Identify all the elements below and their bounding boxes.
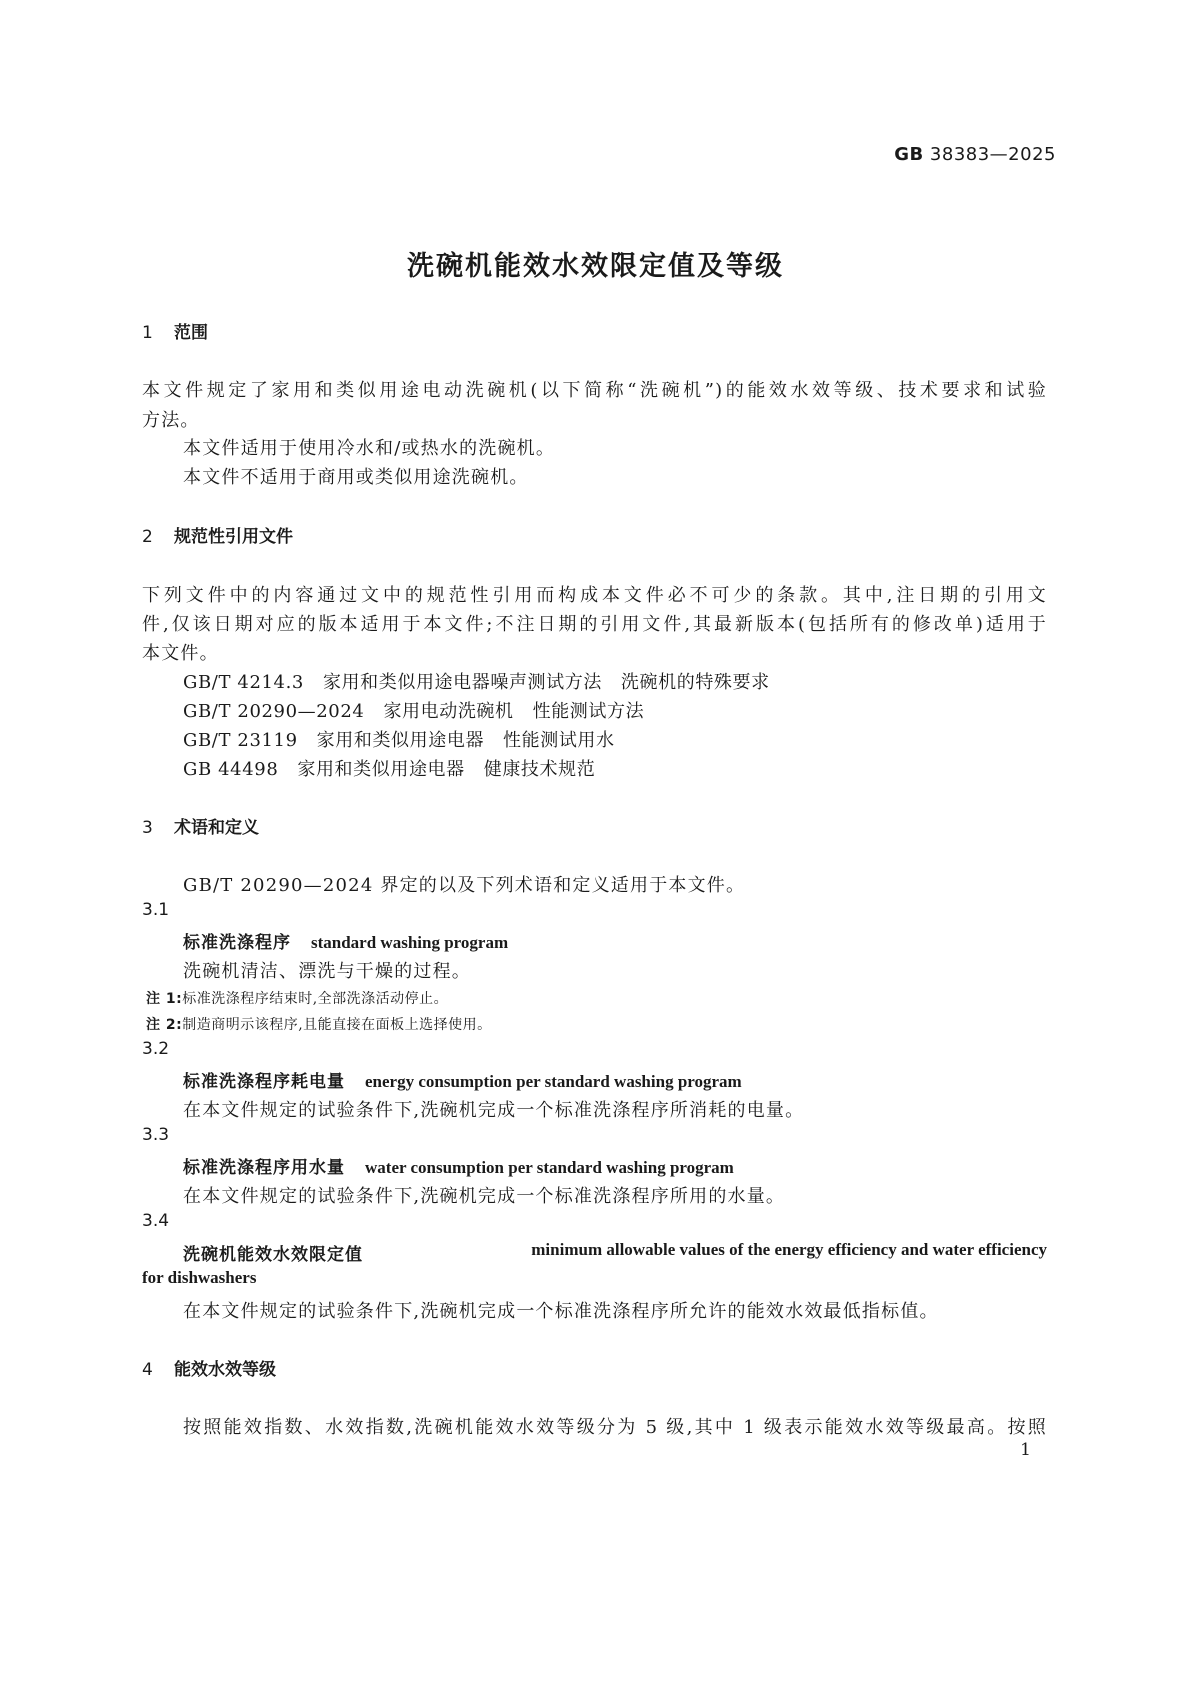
section-title: 范围 — [174, 323, 208, 343]
term-en: energy consumption per standard washing program — [365, 1072, 742, 1091]
term-en: standard washing program — [311, 933, 509, 952]
reference-part: 洗碗机的特殊要求 — [620, 672, 770, 693]
grades-intro-line-1: 按照能效指数、水效指数,洗碗机能效水效等级分为 5 级,其中 1 级表示能效水效等级最高。按照 — [183, 1417, 1047, 1438]
term-en: minimum allowable values of the energy efficiency and water efficiency — [531, 1240, 1047, 1259]
reference-code: GB/T 4214.3 — [183, 672, 304, 693]
section-heading-1 — [142, 318, 208, 343]
section-number: 2 — [142, 527, 153, 547]
term-en: for dishwashers — [142, 1268, 257, 1287]
section-title: 术语和定义 — [174, 818, 259, 838]
term-heading-continued — [142, 1268, 256, 1288]
section-heading-3 — [142, 813, 259, 838]
term-zh: 标准洗涤程序用水量 — [183, 1158, 345, 1178]
section-heading-2 — [142, 522, 293, 547]
reference-part: 性能测试用水 — [503, 730, 615, 751]
reference-code: GB/T 23119 — [183, 730, 298, 751]
term-definition: 在本文件规定的试验条件下,洗碗机完成一个标准洗涤程序所用的水量。 — [183, 1186, 786, 1207]
normative-intro-line-3: 本文件。 — [142, 643, 219, 664]
normative-intro-line-1: 下列文件中的内容通过文中的规范性引用而构成本文件必不可少的条款。其中,注日期的引用文 — [142, 585, 1047, 606]
term-heading — [183, 1153, 734, 1178]
term-note — [146, 1014, 492, 1034]
clause-number: 3.3 — [142, 1125, 170, 1145]
note-text: 制造商明示该程序,且能直接在面板上选择使用。 — [182, 1017, 492, 1033]
term-zh: 标准洗涤程序耗电量 — [183, 1072, 345, 1092]
term-heading — [183, 1240, 1047, 1265]
note-label: 注 2: — [146, 1017, 183, 1033]
standard-number: 38383—2025 — [929, 144, 1056, 165]
clause-number: 3.4 — [142, 1211, 170, 1231]
section-title: 能效水效等级 — [174, 1360, 276, 1380]
reference-item — [183, 697, 644, 723]
page-number: 1 — [1020, 1440, 1031, 1460]
section-number: 4 — [142, 1360, 153, 1380]
section-title: 规范性引用文件 — [174, 527, 293, 547]
term-en: water consumption per standard washing program — [365, 1158, 734, 1177]
term-heading — [183, 1067, 742, 1092]
reference-part: 健康技术规范 — [483, 759, 596, 780]
reference-code: GB 44498 — [183, 759, 279, 780]
term-definition: 在本文件规定的试验条件下,洗碗机完成一个标准洗涤程序所消耗的电量。 — [183, 1100, 805, 1121]
scope-paragraph-1-line-1: 本文件规定了家用和类似用途电动洗碗机(以下简称“洗碗机”)的能效水效等级、技术要求和试验 — [142, 380, 1047, 401]
section-heading-4 — [142, 1355, 276, 1380]
section-number: 3 — [142, 818, 153, 838]
reference-item — [183, 755, 595, 781]
reference-part: 性能测试方法 — [532, 701, 645, 722]
term-note — [146, 988, 448, 1008]
term-definition: 在本文件规定的试验条件下,洗碗机完成一个标准洗涤程序所允许的能效水效最低指标值。 — [183, 1301, 939, 1322]
clause-number: 3.1 — [142, 900, 170, 920]
clause-number: 3.2 — [142, 1039, 170, 1059]
scope-paragraph-2: 本文件适用于使用冷水和/或热水的洗碗机。 — [183, 438, 556, 459]
term-zh: 洗碗机能效水效限定值 — [183, 1245, 363, 1265]
reference-name: 家用和类似用途电器 — [297, 759, 465, 780]
reference-item — [183, 668, 770, 694]
scope-paragraph-3: 本文件不适用于商用或类似用途洗碗机。 — [183, 467, 529, 488]
scope-paragraph-1-line-2: 方法。 — [142, 410, 200, 431]
reference-name: 家用电动洗碗机 — [383, 701, 514, 722]
standard-code — [894, 144, 1056, 165]
note-text: 标准洗涤程序结束时,全部洗涤活动停止。 — [182, 991, 449, 1007]
term-heading — [183, 928, 508, 953]
reference-name: 家用和类似用途电器 — [316, 730, 485, 751]
normative-intro-line-2: 件,仅该日期对应的版本适用于本文件;不注日期的引用文件,其最新版本(包括所有的修改单)适用于 — [142, 614, 1047, 635]
term-zh: 标准洗涤程序 — [183, 933, 291, 953]
document-title: 洗碗机能效水效限定值及等级 — [407, 251, 784, 282]
term-definition: 洗碗机清洁、漂洗与干燥的过程。 — [183, 961, 471, 982]
terms-intro: GB/T 20290—2024 界定的以及下列术语和定义适用于本文件。 — [183, 875, 746, 896]
reference-name: 家用和类似用途电器噪声测试方法 — [322, 672, 602, 693]
section-number: 1 — [142, 323, 153, 343]
reference-code: GB/T 20290—2024 — [183, 701, 365, 722]
note-label: 注 1: — [146, 991, 183, 1007]
reference-item — [183, 726, 615, 752]
standard-prefix: GB — [894, 144, 924, 165]
